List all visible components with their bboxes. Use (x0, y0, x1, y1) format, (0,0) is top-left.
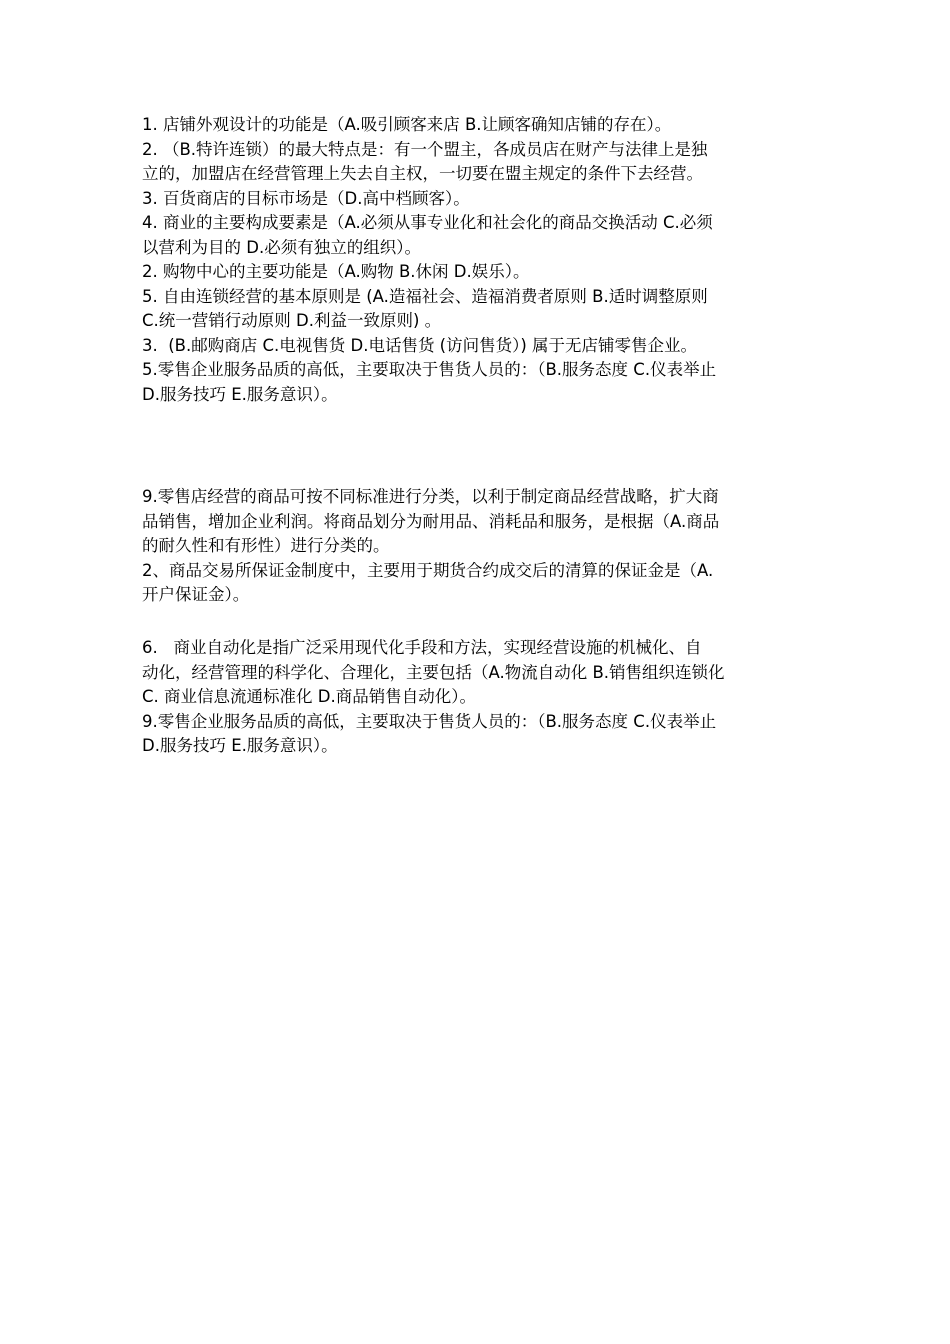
text-line: 品销售，增加企业利润。将商品划分为耐用品、消耗品和服务，是根据（A.商品 (142, 511, 720, 531)
text-line: 3. (B.邮购商店 C.电视售货 D.电话售货 (访问售货）) 属于无店铺零售企业。 (142, 335, 698, 355)
text-line: 立的，加盟店在经营管理上失去自主权，一切要在盟主规定的条件下去经营。 (142, 164, 703, 183)
text-line: 2. 购物中心的主要功能是（A.购物 B.休闲 D.娱乐）。 (142, 262, 530, 281)
text-line: 9.零售店经营的商品可按不同标准进行分类，以利于制定商品经营战略，扩大商 (142, 487, 719, 506)
text-line: 5. 自由连锁经营的基本原则是 (A.造福社会、造福消费者原则 B.适时调整原则 (142, 286, 708, 306)
text-line: 开户保证金）。 (142, 585, 250, 604)
text-line: 1. 店铺外观设计的功能是（A.吸引顾客来店 B.让顾客确知店铺的存在）。 (142, 115, 672, 134)
text-line: 2、商品交易所保证金制度中，主要用于期货合约成交后的清算的保证金是（A. (142, 560, 714, 580)
text-line: C. 商业信息流通标准化 D.商品销售自动化）。 (142, 687, 476, 706)
text-line: 3. 百货商店的目标市场是（D.高中档顾客）。 (142, 188, 470, 208)
text-line: 5.零售企业服务品质的高低，主要取决于售货人员的：（B.服务态度 C.仪表举止 (142, 360, 717, 379)
text-line: 以营利为目的 D.必须有独立的组织）。 (142, 237, 421, 257)
question-block-3 (142, 636, 814, 759)
text-line: 的耐久性和有形性）进行分类的。 (142, 536, 390, 555)
text-line: 2. （B.特许连锁）的最大特点是：有一个盟主，各成员店在财产与法律上是独 (142, 139, 708, 159)
text-line: 4. 商业的主要构成要素是（A.必须从事专业化和社会化的商品交换活动 C.必须 (142, 213, 713, 232)
text-line: C.统一营销行动原则 D.利益一致原则) 。 (142, 311, 442, 330)
question-block-2 (142, 485, 814, 608)
text-line: D.服务技巧 E.服务意识）。 (142, 384, 338, 404)
text-line: 9.零售企业服务品质的高低，主要取决于售货人员的：（B.服务态度 C.仪表举止 (142, 711, 717, 731)
text-line: 6. 商业自动化是指广泛采用现代化手段和方法，实现经营设施的机械化、自 (142, 638, 702, 657)
text-line: 动化，经营管理的科学化、合理化，主要包括（A.物流自动化 B.销售组织连锁化 (142, 662, 725, 682)
question-block-1 (142, 113, 814, 407)
text-line: D.服务技巧 E.服务意识）。 (142, 736, 338, 755)
